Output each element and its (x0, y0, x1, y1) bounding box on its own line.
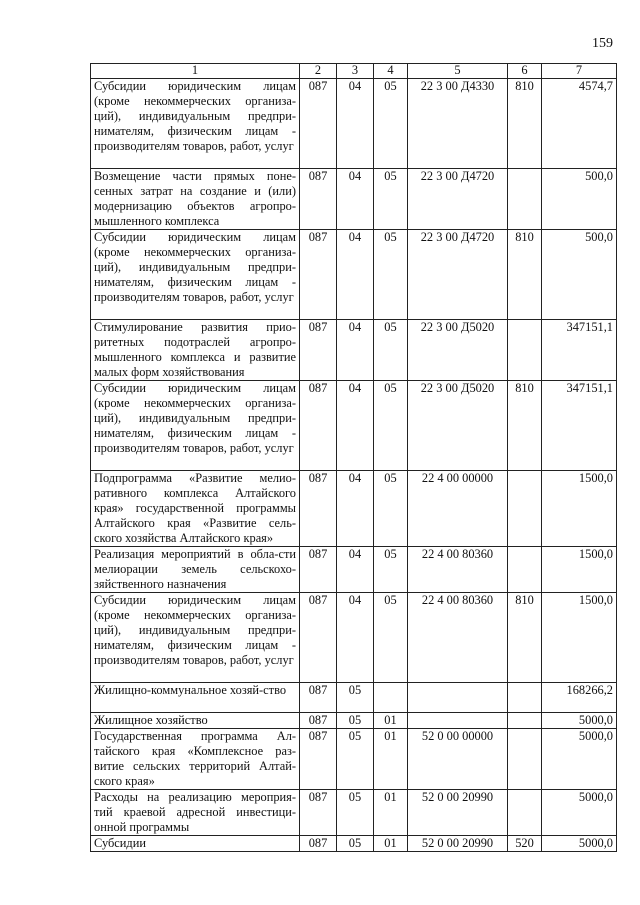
subsection-code: 05 (374, 230, 408, 320)
subsection-code (374, 683, 408, 713)
amount: 5000,0 (542, 790, 617, 836)
ministry-code: 087 (300, 790, 337, 836)
section-code: 05 (337, 683, 374, 713)
amount: 1500,0 (542, 547, 617, 593)
subsection-code: 01 (374, 729, 408, 790)
ministry-code: 087 (300, 320, 337, 381)
ministry-code: 087 (300, 230, 337, 320)
item-name: Субсидии юридическим лицам (кроме некоммерческих организа-ций), индивидуальным предпри-нимателям, физическим лицам - производителям товаров, работ, услуг (91, 593, 300, 683)
ministry-code: 087 (300, 79, 337, 169)
target-article-code: 52 0 00 20990 (408, 790, 508, 836)
ministry-code: 087 (300, 713, 337, 729)
table-row (91, 836, 617, 852)
ministry-code: 087 (300, 381, 337, 471)
section-code: 04 (337, 79, 374, 169)
expense-type-code (508, 320, 542, 381)
table-row (91, 381, 617, 471)
amount: 1500,0 (542, 471, 617, 547)
amount: 347151,1 (542, 381, 617, 471)
target-article-code (408, 713, 508, 729)
table-row (91, 320, 617, 381)
ministry-code: 087 (300, 169, 337, 230)
subsection-code: 05 (374, 320, 408, 381)
target-article-code: 22 4 00 80360 (408, 547, 508, 593)
section-code: 04 (337, 230, 374, 320)
amount: 347151,1 (542, 320, 617, 381)
amount: 5000,0 (542, 729, 617, 790)
item-name: Государственная программа Ал-тайского края «Комплексное раз-витие сельских территорий Алтай-ского края» (91, 729, 300, 790)
ministry-code: 087 (300, 593, 337, 683)
column-header: 1 (91, 64, 300, 79)
table-row (91, 230, 617, 320)
amount: 4574,7 (542, 79, 617, 169)
item-name: Реализация мероприятий в обла-сти мелиорации земель сельскохо-зяйственного назначения (91, 547, 300, 593)
table-row (91, 713, 617, 729)
column-header: 7 (542, 64, 617, 79)
ministry-code: 087 (300, 683, 337, 713)
column-header: 2 (300, 64, 337, 79)
amount: 5000,0 (542, 713, 617, 729)
subsection-code: 05 (374, 471, 408, 547)
subsection-code: 01 (374, 790, 408, 836)
ministry-code: 087 (300, 547, 337, 593)
subsection-code: 01 (374, 836, 408, 852)
item-name: Подпрограмма «Развитие мелио-ративного комплекса Алтайского края» государственной программы Алтайского края «Развитие сель-ского хозяйства Алтайского края» (91, 471, 300, 547)
expense-type-code (508, 169, 542, 230)
amount: 500,0 (542, 169, 617, 230)
item-name: Стимулирование развития прио-ритетных подотраслей агропро-мышленного комплекса и развитие малых форм хозяйствования (91, 320, 300, 381)
item-name: Жилищно-коммунальное хозяй-ство (91, 683, 300, 713)
subsection-code: 01 (374, 713, 408, 729)
subsection-code: 05 (374, 593, 408, 683)
table-row (91, 547, 617, 593)
target-article-code: 22 4 00 80360 (408, 593, 508, 683)
section-code: 05 (337, 836, 374, 852)
item-name: Расходы на реализацию мероприя-тий краевой адресной инвестици-онной программы (91, 790, 300, 836)
table-row (91, 593, 617, 683)
target-article-code: 22 3 00 Д5020 (408, 320, 508, 381)
section-code: 04 (337, 320, 374, 381)
expense-type-code: 810 (508, 381, 542, 471)
expense-type-code (508, 471, 542, 547)
subsection-code: 05 (374, 79, 408, 169)
section-code: 05 (337, 790, 374, 836)
target-article-code: 22 3 00 Д4720 (408, 230, 508, 320)
budget-table (90, 63, 617, 852)
section-code: 04 (337, 593, 374, 683)
expense-type-code: 810 (508, 230, 542, 320)
amount: 1500,0 (542, 593, 617, 683)
expense-type-code: 810 (508, 79, 542, 169)
target-article-code: 22 4 00 00000 (408, 471, 508, 547)
page-number: 159 (592, 36, 613, 51)
target-article-code: 22 3 00 Д4720 (408, 169, 508, 230)
target-article-code (408, 683, 508, 713)
section-code: 04 (337, 169, 374, 230)
table-row (91, 683, 617, 713)
subsection-code: 05 (374, 169, 408, 230)
item-name: Субсидии юридическим лицам (кроме некоммерческих организа-ций), индивидуальным предпри-нимателям, физическим лицам - производителям товаров, работ, услуг (91, 79, 300, 169)
expense-type-code (508, 790, 542, 836)
expense-type-code (508, 713, 542, 729)
ministry-code: 087 (300, 729, 337, 790)
target-article-code: 22 3 00 Д4330 (408, 79, 508, 169)
expense-type-code: 520 (508, 836, 542, 852)
table-header-row (91, 64, 617, 79)
table-row (91, 729, 617, 790)
item-name: Возмещение части прямых поне-сенных затрат на создание и (или) модернизацию объектов агропро-мышленного комплекса (91, 169, 300, 230)
item-name: Субсидии юридическим лицам (кроме некоммерческих организа-ций), индивидуальным предпри-нимателям, физическим лицам - производителям товаров, работ, услуг (91, 230, 300, 320)
subsection-code: 05 (374, 547, 408, 593)
table-row (91, 169, 617, 230)
target-article-code: 22 3 00 Д5020 (408, 381, 508, 471)
target-article-code: 52 0 00 20990 (408, 836, 508, 852)
column-header: 3 (337, 64, 374, 79)
item-name: Субсидии (91, 836, 300, 852)
ministry-code: 087 (300, 471, 337, 547)
expense-type-code: 810 (508, 593, 542, 683)
amount: 500,0 (542, 230, 617, 320)
expense-type-code (508, 683, 542, 713)
section-code: 05 (337, 729, 374, 790)
item-name: Жилищное хозяйство (91, 713, 300, 729)
column-header: 6 (508, 64, 542, 79)
table-row (91, 471, 617, 547)
section-code: 04 (337, 381, 374, 471)
amount: 5000,0 (542, 836, 617, 852)
amount: 168266,2 (542, 683, 617, 713)
expense-type-code (508, 729, 542, 790)
section-code: 05 (337, 713, 374, 729)
column-header: 5 (408, 64, 508, 79)
subsection-code: 05 (374, 381, 408, 471)
column-header: 4 (374, 64, 408, 79)
table-row (91, 79, 617, 169)
table-row (91, 790, 617, 836)
target-article-code: 52 0 00 00000 (408, 729, 508, 790)
item-name: Субсидии юридическим лицам (кроме некоммерческих организа-ций), индивидуальным предпри-нимателям, физическим лицам - производителям товаров, работ, услуг (91, 381, 300, 471)
section-code: 04 (337, 471, 374, 547)
expense-type-code (508, 547, 542, 593)
section-code: 04 (337, 547, 374, 593)
ministry-code: 087 (300, 836, 337, 852)
